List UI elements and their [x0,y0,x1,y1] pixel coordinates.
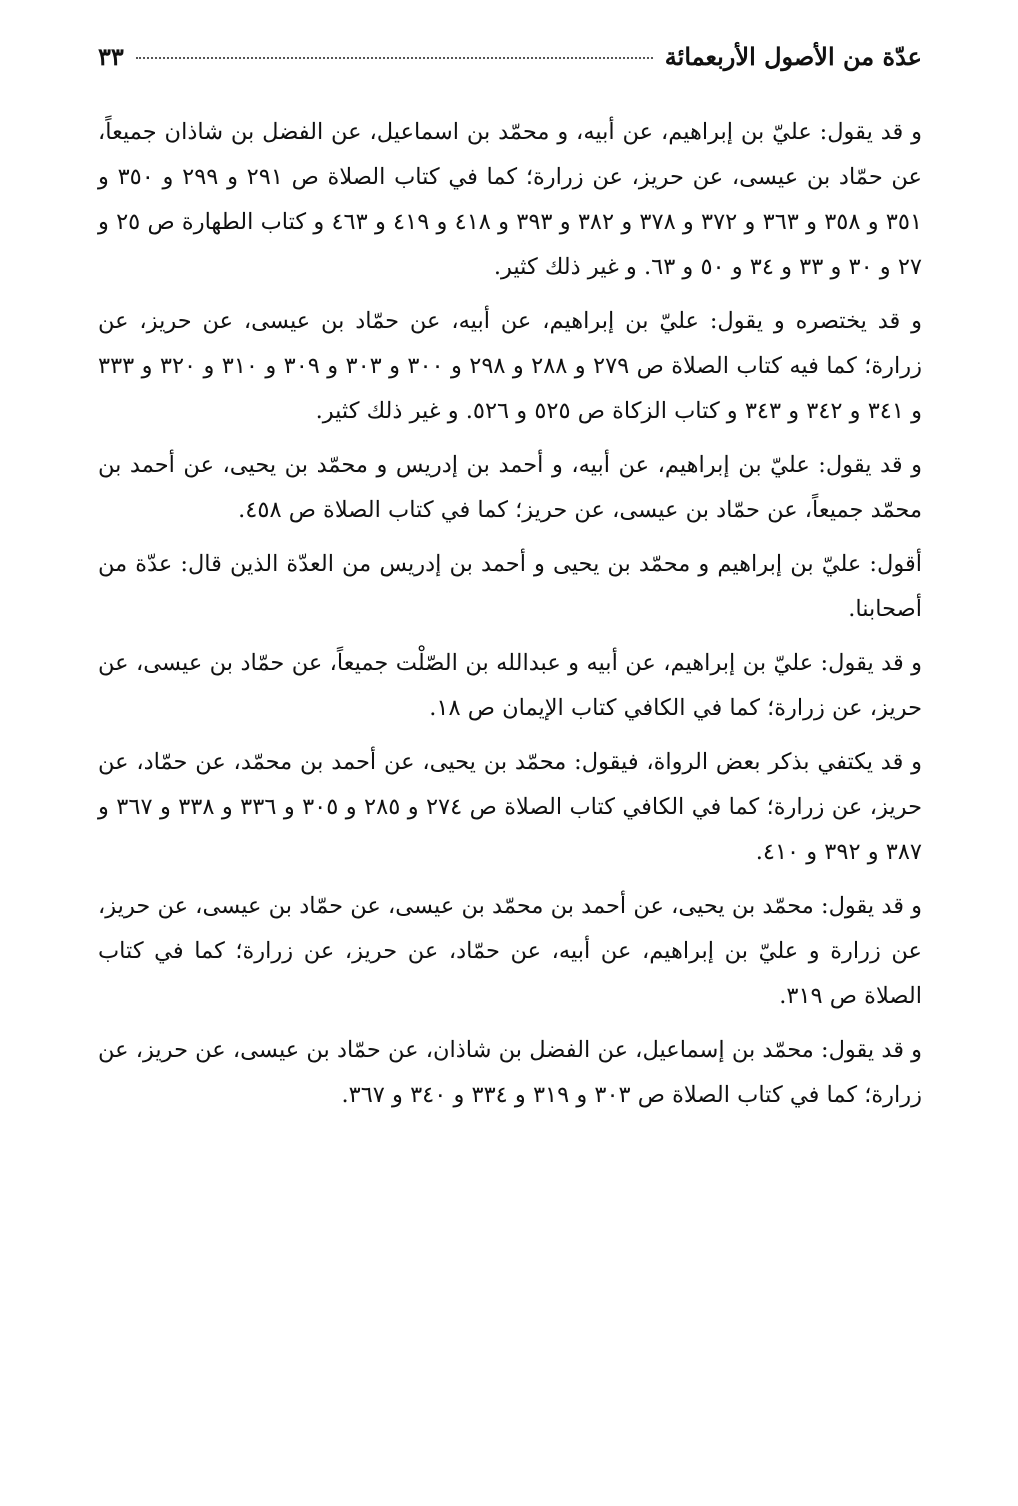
running-header [98,42,922,82]
paragraph: و قد يقول: عليّ بن إبراهيم، عن أبيه، و محمّد بن اسماعيل، عن الفضل بن شاذان جميعاً، عن حمّاد بن عيسى، عن حريز، عن زرارة؛ كما في كتاب الصلاة ص ٢٩١ و ٢٩٩ و ٣٥٠ و ٣٥١ و ٣٥٨ و ٣٦٣ و ٣٧٢ و ٣٧٨ و ٣٨٢ و ٣٩٣ و ٤١٨ و ٤١٩ و ٤٦٣ و كتاب الطهارة ص ٢٥ و ٢٧ و ٣٠ و ٣٣ و ٣٤ و ٥٠ و ٦٣. و غير ذلك كثير. [98,119,923,280]
running-title: عدّة من الأصول الأربعمائة [664,42,922,71]
paragraph: و قد يقول: محمّد بن يحيى، عن أحمد بن محمّد بن عيسى، عن حمّاد بن عيسى، عن حريز، عن زرارة و عليّ بن إبراهيم، عن أبيه، عن حمّاد، عن حريز، عن زرارة؛ كما في كتاب الصلاة ص ٣١٩. [98,893,922,1009]
paragraph: أقول: عليّ بن إبراهيم و محمّد بن يحيى و أحمد بن إدريس من العدّة الذين قال: عدّة من أصحابنا. [98,551,922,622]
page-number: ٣٣ [98,42,124,71]
paragraph: و قد يختصره و يقول: عليّ بن إبراهيم، عن أبيه، عن حمّاد بن عيسى، عن حريز، عن زرارة؛ كما فيه كتاب الصلاة ص ٢٧٩ و ٢٨٨ و ٢٩٨ و ٣٠٠ و ٣٠٣ و ٣٠٩ و ٣١٠ و ٣٢٠ و ٣٣٣ و ٣٤١ و ٣٤٢ و ٣٤٣ و كتاب الزكاة ص ٥٢٥ و ٥٢٦. و غير ذلك كثير. [98,308,923,424]
paragraph: و قد يقول: محمّد بن إسماعيل، عن الفضل بن شاذان، عن حمّاد بن عيسى، عن حريز، عن زرارة؛ كما في كتاب الصلاة ص ٣٠٣ و ٣١٩ و ٣٣٤ و ٣٤٠ و ٣٦٧. [98,1037,922,1108]
paragraph: و قد يقول: عليّ بن إبراهيم، عن أبيه، و أحمد بن إدريس و محمّد بن يحيى، عن أحمد بن محمّد جميعاً، عن حمّاد بن عيسى، عن حريز؛ كما في كتاب الصلاة ص ٤٥٨. [98,452,922,523]
paragraph: و قد يكتفي بذكر بعض الرواة، فيقول: محمّد بن يحيى، عن أحمد بن محمّد، عن حمّاد، عن حريز، عن زرارة؛ كما في الكافي كتاب الصلاة ص ٢٧٤ و ٢٨٥ و ٣٠٥ و ٣٣٦ و ٣٣٨ و ٣٦٧ و ٣٨٧ و ٣٩٢ و ٤١٠. [98,749,923,865]
book-page [98,42,922,1462]
dotted-leader [136,57,653,59]
page-body [98,110,922,1118]
paragraph: و قد يقول: عليّ بن إبراهيم، عن أبيه و عبدالله بن الصّلْت جميعاً، عن حمّاد بن عيسى، عن حريز، عن زرارة؛ كما في الكافي كتاب الإيمان ص ١٨. [98,650,922,721]
